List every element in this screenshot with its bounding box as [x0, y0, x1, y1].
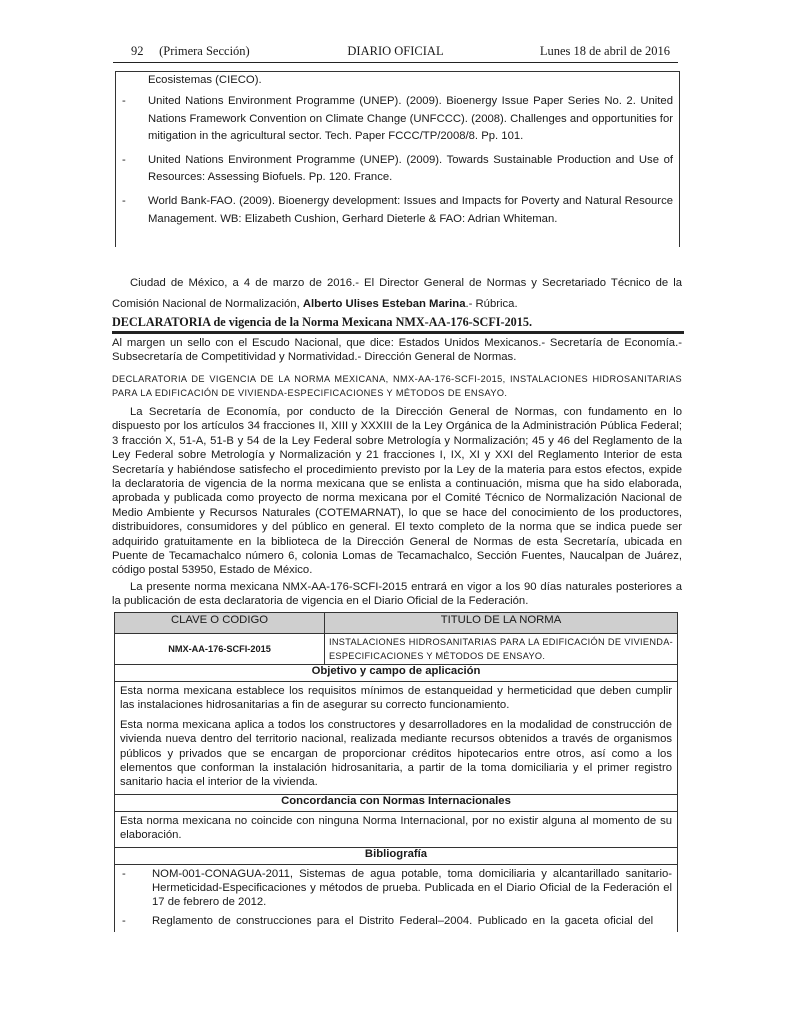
- bibliography-item: [120, 914, 672, 928]
- table-row: [115, 634, 678, 665]
- publication-date: Lunes 18 de abril de 2016: [539, 44, 670, 58]
- bullet-dash: -: [122, 867, 126, 880]
- signature-suffix: .- Rúbrica.: [465, 298, 518, 310]
- norm-title: INSTALACIONES HIDROSANITARIAS PARA LA EDIFICACIÓN DE VIVIENDA-ESPECIFICACIONES Y MÉTODOS DE ENSAYO.: [325, 634, 678, 665]
- reference-text: Ecosistemas (CIECO).: [148, 74, 262, 86]
- reference-item: [116, 193, 679, 228]
- objetivo-section: [115, 682, 678, 795]
- bibliography-text: Reglamento de construcciones para el Distrito Federal–2004. Publicado en la gaceta oficial del: [152, 914, 654, 927]
- reference-item: [116, 152, 679, 187]
- table-header-row: [115, 613, 678, 634]
- section-header-row: [115, 665, 678, 682]
- objetivo-paragraph: Esta norma mexicana establece los requisitos mínimos de estanqueidad y hermeticidad que deben cumplir las instalaciones hidrosanitarias a fin de asegurar su correcto funcionamiento.: [120, 685, 672, 712]
- norm-table: [114, 612, 678, 932]
- bibliography-item: [120, 867, 672, 910]
- col-header-clave: CLAVE O CODIGO: [115, 613, 325, 634]
- section-body-row: [115, 811, 678, 847]
- section-body-row: [115, 864, 678, 932]
- concordancia-heading: Concordancia con Normas Internacionales: [115, 794, 678, 811]
- reference-text: World Bank-FAO. (2009). Bioenergy development: Issues and Impacts for Poverty and Natural Resource Management. WB: Elizabeth Cushion, Gerhard Dieterle & FAO: Adrian Whiteman.: [148, 195, 673, 225]
- reference-text: United Nations Environment Programme (UNEP). (2009). Towards Sustainable Production and Use of Resources: Assessing Biofuels. Pp. 120. France.: [148, 153, 673, 184]
- declaratoria-caps-heading: DECLARATORIA DE VIGENCIA DE LA NORMA MEXICANA, NMX-AA-176-SCFI-2015, INSTALACIONES HIDROSANITARIAS PARA LA EDIFICACIÓN DE VIVIENDA-ESPECIFICACIONES Y MÉTODOS DE ENSAYO.: [112, 374, 682, 399]
- norm-code: NMX-AA-176-SCFI-2015: [115, 634, 325, 665]
- declaratoria-body-paragraph: La Secretaría de Economía, por conducto de la Dirección General de Normas, con fundamento en lo dispuesto por los artículos 34 fracciones II, XIII y XXXIII de la Ley Orgánica de la Administración Pública Federal; 3 fracción X, 51-A, 51-B y 54 de la Ley Federal sobre Metrología y Normalización; 45 y 46 del Reglamento de la Ley Federal sobre Metrología y Normalización y 21 fracciones I, IX, XI y XXI del Reglamento Interior de esta Secretaría y habiéndose satisfecho el procedimiento previsto por la Ley de la materia para estos efectos, expide la declaratoria de vigencia de la norma mexicana que se enlista a continuación, misma que ha sido elaborada, aprobada y publicada como proyecto de norma mexicana por el Comité Técnico de Normalización Nacional de Medio Ambiente y Recursos Naturales (COTEMARNAT), lo que se hace del conocimiento de los productores, distribuidores, consumidores y del público en general. El texto completo de la norma que se indica puede ser adquirido gratuitamente en la biblioteca de la Dirección General de Normas de esta Secretaría, ubicada en Puente de Tecamachalco número 6, colonia Lomas de Tecamachalco, Sección Fuentes, Naucalpan de Juárez, código postal 53950, Estado de México.: [112, 406, 682, 577]
- bullet-dash: -: [122, 195, 126, 208]
- seal-margin-text: Al margen un sello con el Escudo Nacional, que dice: Estados Unidos Mexicanos.- Secretaría de Economía.- Subsecretaría de Competitividad y Normatividad.- Dirección General de Normas.: [112, 337, 682, 364]
- objetivo-paragraph: Esta norma mexicana aplica a todos los constructores y desarrolladores en la modalidad de construcción de vivienda nueva dentro del territorio nacional, realizada mediante recursos obtenidos a través de organismos públicos y privados que se encargan de proporcionar créditos hipotecarios entre otros, así como a los elementos que conforman la instalación hidrosanitaria, a partir de la toma domiciliaria y el primer registro sanitario hacia el interior de la vivienda.: [120, 718, 672, 789]
- references-box: [115, 71, 680, 247]
- section-header-row: [115, 794, 678, 811]
- bibliografia-heading: Bibliografía: [115, 847, 678, 864]
- publication-name: DIARIO OFICIAL: [347, 44, 444, 58]
- page-header: [113, 44, 678, 63]
- reference-text: United Nations Environment Programme (UNEP). (2009). Bioenergy Issue Paper Series No. 2. United Nations Framework Convention on Climate Change (UNFCCC). (2008). Challenges and opportunities for mitigation in the agricultural sector. Tech. Paper FCCC/TP/2008/8. Pp. 101.: [148, 95, 673, 143]
- declaratoria-title: DECLARATORIA de vigencia de la Norma Mexicana NMX-AA-176-SCFI-2015.: [112, 315, 532, 329]
- objetivo-heading: Objetivo y campo de aplicación: [115, 665, 678, 682]
- signature-text: Ciudad de México, a 4 de marzo de 2016.- El Director General de Normas y Secretariado Técnico de la Comisión Nacional de Normalización,: [112, 277, 682, 310]
- page-number-section: 92 (Primera Sección): [131, 44, 250, 58]
- bullet-dash: -: [122, 95, 126, 108]
- bibliografia-section: [115, 864, 678, 932]
- signature-paragraph: [112, 273, 682, 315]
- concordancia-section: [115, 811, 678, 847]
- reference-continuation: [116, 72, 679, 89]
- bullet-dash: -: [122, 914, 126, 927]
- bibliography-text: NOM-001-CONAGUA-2011, Sistemas de agua potable, toma domiciliaria y alcantarillado sanitario-Hermeticidad-Especificaciones y métodos de prueba. Publicada en el Diario Oficial de la Federación el 17 de febrero de 2012.: [152, 867, 672, 909]
- bullet-dash: -: [122, 153, 126, 166]
- signatory-name: Alberto Ulises Esteban Marina: [302, 298, 466, 310]
- entry-into-force-paragraph: La presente norma mexicana NMX-AA-176-SCFI-2015 entrará en vigor a los 90 días naturales posteriores a la publicación de esta declaratoria de vigencia en el Diario Oficial de la Federación.: [112, 581, 682, 608]
- section-body-row: [115, 682, 678, 795]
- col-header-titulo: TITULO DE LA NORMA: [325, 613, 678, 634]
- section-header-row: [115, 847, 678, 864]
- reference-item: [116, 93, 679, 145]
- concordancia-paragraph: Esta norma mexicana no coincide con ninguna Norma Internacional, por no existir alguna al momento de su elaboración.: [120, 814, 672, 842]
- title-rule: [112, 331, 684, 334]
